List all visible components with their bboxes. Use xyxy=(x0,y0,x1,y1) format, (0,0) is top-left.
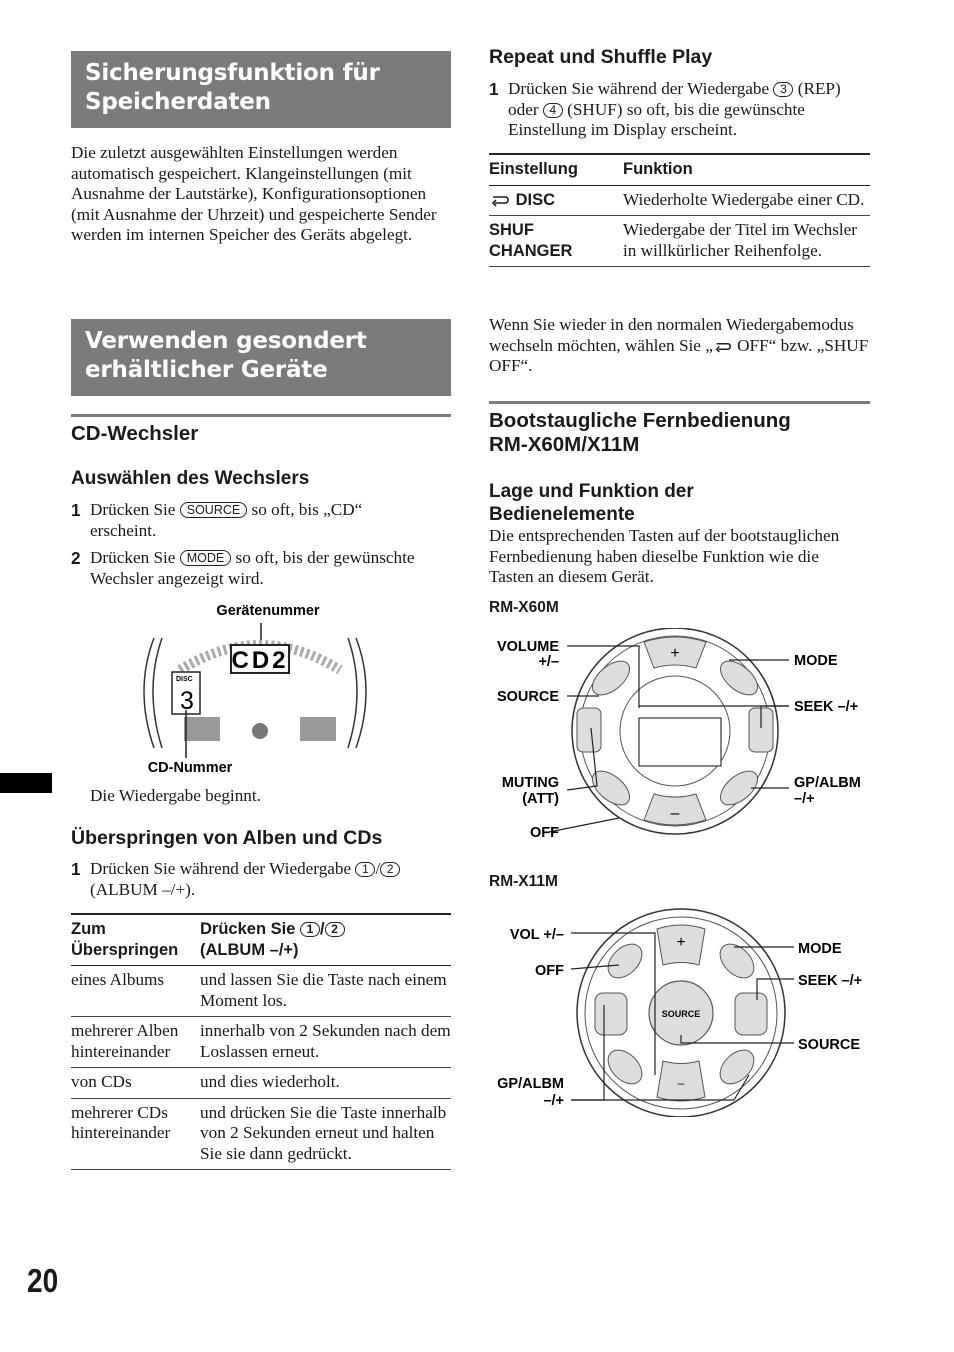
seek-label: SEEK –/+ xyxy=(794,699,859,715)
rm-x11m-title: RM-X11M xyxy=(489,873,558,890)
segment-display-text: CD2 xyxy=(231,647,289,674)
rm-x11m-illustration xyxy=(489,905,870,1117)
remote-heading-line: Bootstaugliche Fernbedienung xyxy=(489,409,791,432)
seek-label: SEEK –/+ xyxy=(798,973,863,989)
minus-glyph: – xyxy=(670,805,680,822)
changer-display-illustration xyxy=(140,600,380,780)
vol-label: VOL +/– xyxy=(509,927,564,943)
skip-table xyxy=(71,913,451,1170)
display-bars xyxy=(300,717,336,741)
step-number: 1 xyxy=(489,79,499,99)
skip-albums-heading: Überspringen von Alben und CDs xyxy=(71,827,383,849)
select-step-1 xyxy=(71,500,431,541)
section-title-optional-devices xyxy=(71,319,451,396)
location-heading xyxy=(489,480,694,526)
setting-name: CHANGER xyxy=(489,241,573,260)
table-cell: Wiederholte Wiedergabe einer CD. xyxy=(623,189,865,209)
table-row xyxy=(71,1068,451,1099)
header-text: Drücken Sie xyxy=(200,920,296,938)
table-row xyxy=(71,966,451,1017)
heading-rule xyxy=(71,414,451,417)
device-number-label: Gerätenummer xyxy=(216,603,320,619)
step-number: 2 xyxy=(71,548,81,568)
source-key: SOURCE xyxy=(180,502,247,518)
step-text: Drücken Sie während der Wiedergabe xyxy=(90,859,352,878)
setting-name: SHUF xyxy=(489,221,534,239)
normal-mode-post: OFF“ bzw. „SHUF OFF“. xyxy=(489,335,869,375)
gp-albm-label: GP/ALBM xyxy=(794,775,861,791)
table-cell: Wiedergabe der Titel im Wechsler in willkürlicher Reihenfolge. xyxy=(623,220,858,260)
table-row xyxy=(71,1017,451,1068)
gp-albm-label: –/+ xyxy=(794,791,815,807)
section-title-backup xyxy=(71,51,451,128)
header-text: (ALBUM –/+) xyxy=(200,940,299,959)
header-text: Zum xyxy=(71,920,106,938)
table-cell: und lassen Sie die Taste nach einem Moment los. xyxy=(200,970,447,1010)
table-header-cell: Funktion xyxy=(623,160,693,178)
table-cell xyxy=(489,185,623,216)
key-1: 1 xyxy=(300,922,320,937)
repeat-icon xyxy=(713,340,733,353)
key-2: 2 xyxy=(380,862,400,877)
volume-label: VOLUME xyxy=(496,639,559,655)
mode-key: MODE xyxy=(180,550,232,566)
key-separator: / xyxy=(375,859,381,878)
table-row xyxy=(489,185,870,216)
table-cell: und drücken Sie die Taste innerhalb von 2 Sekunden erneut und halten Sie sie dann gedrückt. xyxy=(200,1102,447,1163)
table-row xyxy=(71,1098,451,1170)
table-header-cell xyxy=(200,914,451,966)
chapter-tab-marker xyxy=(0,773,52,793)
table-row xyxy=(489,216,870,267)
table-cell: von CDs xyxy=(71,1072,132,1091)
seek-minus-button xyxy=(577,708,601,752)
minus-glyph: – xyxy=(677,1076,685,1090)
table-cell: innerhalb von 2 Sekunden nach dem Loslassen erneut. xyxy=(200,1021,451,1061)
section-title-line: Sicherungsfunktion für xyxy=(85,60,380,86)
step-text: Drücken Sie xyxy=(90,548,176,567)
muting-label: MUTING xyxy=(501,775,559,791)
display-frame xyxy=(153,638,162,748)
step-text: (SHUF) so oft, bis die gewünschte Einstellung im Display erscheint. xyxy=(508,99,805,139)
disc-icon xyxy=(252,723,268,739)
table-header-cell xyxy=(71,914,200,966)
cd-changer-heading: CD-Wechsler xyxy=(71,422,199,445)
repeat-table xyxy=(489,153,870,267)
gp-albm-label: –/+ xyxy=(543,1093,564,1109)
plus-glyph: + xyxy=(676,934,686,951)
location-heading-line: Lage und Funktion der xyxy=(489,481,694,502)
heading-rule xyxy=(489,401,870,404)
source-label: SOURCE xyxy=(496,689,559,705)
table-header-row xyxy=(489,154,870,185)
key-1: 1 xyxy=(355,862,375,877)
table-header-row xyxy=(71,914,451,966)
off-label: OFF xyxy=(535,963,564,979)
repeat-shuffle-heading: Repeat und Shuffle Play xyxy=(489,46,713,68)
seek-minus-button xyxy=(595,993,627,1035)
step-text: so oft, bis „CD“ erscheint. xyxy=(90,500,363,540)
section-title-line: erhältlicher Geräte xyxy=(85,357,328,383)
setting-name: DISC xyxy=(515,190,556,209)
seek-plus-button xyxy=(735,993,767,1035)
step-number: 1 xyxy=(71,859,81,879)
display-frame xyxy=(348,638,357,748)
callout-line xyxy=(549,818,619,832)
table-cell xyxy=(489,216,623,267)
section-title-line: Verwenden gesondert xyxy=(85,328,367,354)
table-cell: mehrerer Alben hintereinander xyxy=(71,1021,179,1061)
header-text: Überspringen xyxy=(71,940,179,959)
rm-x60m-illustration xyxy=(489,628,870,840)
page-number: 20 xyxy=(27,1262,59,1299)
table-header-cell: Einstellung xyxy=(489,160,578,178)
step-number: 1 xyxy=(71,500,81,520)
source-label: SOURCE xyxy=(798,1037,861,1053)
source-glyph: SOURCE xyxy=(661,1009,701,1019)
step-text: so oft, bis der gewünschte Wechsler angezeigt wird. xyxy=(90,548,415,588)
plus-glyph: + xyxy=(670,645,680,662)
repeat-step-1 xyxy=(489,79,870,141)
step-text: (REP) oder xyxy=(508,79,841,119)
step-text: Drücken Sie xyxy=(90,500,176,519)
playback-starts-text: Die Wiedergabe beginnt. xyxy=(90,786,261,805)
remote-heading xyxy=(489,409,791,457)
section-title-line: Speicherdaten xyxy=(85,89,271,115)
normal-mode-pre: Wenn Sie wieder in den normalen Wiedergabemodus wechseln möchten, wählen Sie „ xyxy=(489,315,854,355)
table-cell: eines Albums xyxy=(71,970,165,989)
key-3: 3 xyxy=(773,82,793,97)
display-bars xyxy=(184,717,220,741)
table-cell: und dies wiederholt. xyxy=(200,1072,340,1091)
off-label: OFF xyxy=(530,825,559,840)
backup-body: Die zuletzt ausgewählten Einstellungen werden automatisch gespeichert. Klangeinstellungen (mit Ausnahme der Lautstärke), Konfigurationsoptionen (mit Ausnahme der Uhrzeit) und gespeicherte Sender werden im internen Speicher des Geräts abgelegt. xyxy=(71,143,437,244)
step-text: (ALBUM –/+). xyxy=(90,879,196,899)
gp-albm-label: GP/ALBM xyxy=(497,1076,564,1092)
remote-heading-line: RM-X60M/X11M xyxy=(489,433,640,456)
step-text: Drücken Sie während der Wiedergabe xyxy=(508,79,770,98)
key-separator: / xyxy=(319,920,325,938)
repeat-icon xyxy=(489,193,511,207)
disc-label: DISC xyxy=(176,676,193,683)
mode-label: MODE xyxy=(794,653,838,669)
volume-label: +/– xyxy=(538,654,559,670)
remote-display xyxy=(639,718,721,766)
cd-number-label: CD-Nummer xyxy=(147,760,233,776)
location-body: Die entsprechenden Tasten auf der bootstauglichen Fernbedienung haben dieselbe Funktion wie die Tasten an diesem Gerät. xyxy=(489,526,840,586)
key-2: 2 xyxy=(325,922,345,937)
normal-mode-text xyxy=(489,315,870,377)
select-step-2 xyxy=(71,548,431,589)
select-changer-heading: Auswählen des Wechslers xyxy=(71,468,310,489)
skip-step-1 xyxy=(71,859,431,900)
table-cell: mehrerer CDs hintereinander xyxy=(71,1102,171,1142)
location-heading-line: Bedienelemente xyxy=(489,504,635,525)
disc-number: 3 xyxy=(180,687,194,715)
rm-x60m-title: RM-X60M xyxy=(489,599,559,616)
mode-label: MODE xyxy=(798,941,842,957)
muting-label: (ATT) xyxy=(522,791,559,807)
key-4: 4 xyxy=(543,103,563,118)
